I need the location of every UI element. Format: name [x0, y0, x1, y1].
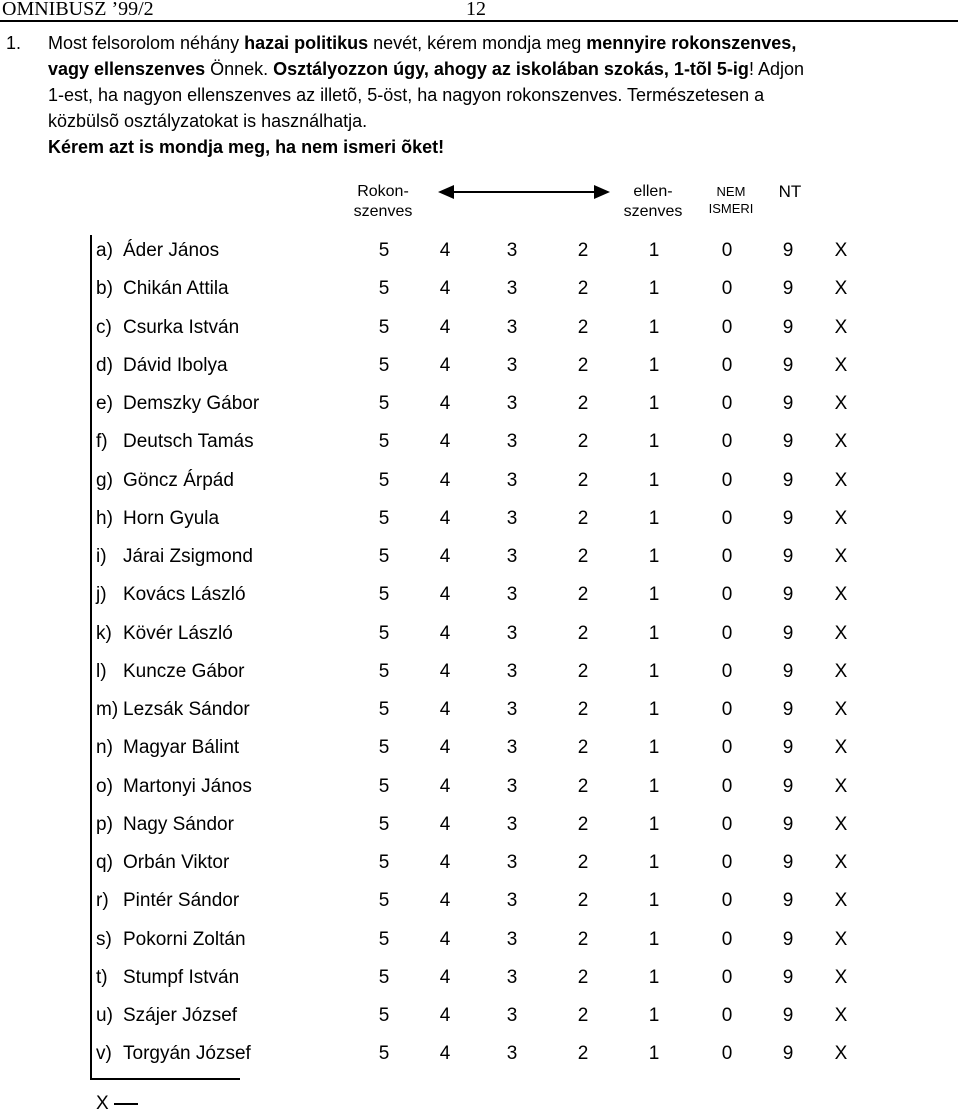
answer-code-5[interactable]: 5 [378, 431, 390, 453]
answer-code-5[interactable]: 5 [378, 469, 390, 491]
answer-code-2[interactable]: 2 [577, 1005, 589, 1026]
answer-code-3[interactable]: 3 [506, 1005, 518, 1026]
answer-code-nt[interactable]: X [834, 890, 848, 912]
answer-code-nt[interactable]: X [834, 584, 848, 606]
politician-name: Magyar Bálint [123, 737, 240, 759]
answer-code-1[interactable]: 1 [648, 699, 660, 720]
question-line-1: Most felsorolom néhány hazai politikus nevét, kérem mondja meg mennyire rokonszenves, [48, 33, 797, 53]
answer-code-4[interactable]: 4 [439, 469, 451, 491]
answer-code-3[interactable]: 3 [506, 431, 518, 453]
answer-code-5[interactable]: 5 [378, 660, 390, 682]
answer-code-4[interactable]: 4 [439, 393, 451, 414]
answer-code-2[interactable]: 2 [577, 507, 589, 529]
answer-code-nt[interactable]: X [834, 813, 848, 835]
answer-code-nem-ismeri[interactable]: 9 [782, 1005, 794, 1026]
row-letter: b) [96, 278, 113, 300]
answer-code-1[interactable]: 1 [648, 354, 660, 376]
answer-code-1[interactable]: 1 [648, 622, 660, 644]
answer-code-1[interactable]: 1 [648, 852, 660, 873]
answer-code-0[interactable]: 0 [721, 546, 733, 567]
answer-code-nem-ismeri[interactable]: 9 [782, 393, 794, 414]
answer-code-4[interactable]: 4 [439, 431, 451, 453]
answer-code-4[interactable]: 4 [439, 737, 451, 759]
politician-row [96, 584, 956, 614]
answer-code-3[interactable]: 3 [506, 316, 518, 338]
row-letter: j) [96, 584, 107, 606]
answer-code-0[interactable]: 0 [721, 354, 733, 376]
answer-code-nem-ismeri[interactable]: 9 [782, 966, 794, 988]
answer-code-0[interactable]: 0 [721, 622, 733, 644]
politician-row [96, 967, 956, 997]
answer-code-nt[interactable]: X [834, 660, 848, 682]
answer-code-3[interactable]: 3 [506, 546, 518, 567]
document-title: OMNIBUSZ ’99/2 [2, 0, 154, 20]
answer-code-nt[interactable]: X [834, 737, 848, 759]
answer-code-2[interactable]: 2 [577, 278, 589, 300]
question-text [48, 30, 953, 160]
politician-row [96, 393, 956, 423]
answer-code-0[interactable]: 0 [721, 469, 733, 491]
row-letter: q) [96, 852, 113, 873]
answer-code-0[interactable]: 0 [721, 775, 733, 797]
answer-code-0[interactable]: 0 [721, 584, 733, 606]
answer-code-1[interactable]: 1 [648, 928, 660, 950]
answer-code-1[interactable]: 1 [648, 507, 660, 529]
row-letter: r) [96, 890, 109, 912]
answer-code-3[interactable]: 3 [506, 852, 518, 873]
politician-name: Kovács László [123, 584, 246, 606]
answer-code-nem-ismeri[interactable]: 9 [782, 660, 794, 682]
answer-code-nem-ismeri[interactable]: 9 [782, 622, 794, 644]
answer-code-1[interactable]: 1 [648, 966, 660, 988]
row-letter: n) [96, 737, 113, 759]
answer-code-1[interactable]: 1 [648, 546, 660, 567]
answer-code-5[interactable]: 5 [378, 1005, 390, 1026]
answer-code-3[interactable]: 3 [506, 660, 518, 682]
answer-code-3[interactable]: 3 [506, 584, 518, 606]
answer-code-2[interactable]: 2 [577, 699, 589, 720]
politician-name: Áder János [123, 240, 220, 261]
row-letter: f) [96, 431, 108, 453]
answer-code-1[interactable]: 1 [648, 660, 660, 682]
question-number: 1. [6, 33, 22, 53]
answer-code-0[interactable]: 0 [721, 507, 733, 529]
answer-code-3[interactable]: 3 [506, 813, 518, 835]
scale-label-rokonszenves: Rokon- szenves [353, 183, 413, 220]
answer-code-5[interactable]: 5 [378, 928, 390, 950]
answer-code-nt[interactable]: X [834, 928, 848, 950]
answer-code-nt[interactable]: X [834, 1043, 848, 1065]
answer-code-3[interactable]: 3 [506, 699, 518, 720]
answer-code-5[interactable]: 5 [378, 546, 390, 567]
row-letter: p) [96, 813, 113, 835]
answer-code-0[interactable]: 0 [721, 852, 733, 873]
answer-code-5[interactable]: 5 [378, 393, 390, 414]
answer-code-0[interactable]: 0 [721, 890, 733, 912]
answer-code-5[interactable]: 5 [378, 966, 390, 988]
politician-name: Deutsch Tamás [123, 431, 254, 453]
answer-code-5[interactable]: 5 [378, 775, 390, 797]
answer-code-nt[interactable]: X [834, 775, 848, 797]
answer-code-0[interactable]: 0 [721, 1043, 733, 1065]
answer-code-2[interactable]: 2 [577, 852, 589, 873]
answer-code-3[interactable]: 3 [506, 966, 518, 988]
answer-code-nem-ismeri[interactable]: 9 [782, 354, 794, 376]
answer-code-3[interactable]: 3 [506, 1043, 518, 1065]
row-letter: g) [96, 469, 113, 491]
politician-name: Pokorni Zoltán [123, 928, 246, 950]
answer-code-5[interactable]: 5 [378, 507, 390, 529]
row-letter: o) [96, 775, 113, 797]
politician-row [96, 355, 956, 385]
answer-code-nem-ismeri[interactable]: 9 [782, 469, 794, 491]
header-rule [0, 20, 958, 22]
answer-code-2[interactable]: 2 [577, 622, 589, 644]
answer-code-1[interactable]: 1 [648, 890, 660, 912]
answer-code-2[interactable]: 2 [577, 354, 589, 376]
answer-code-0[interactable]: 0 [721, 240, 733, 261]
politician-name: Kövér László [123, 622, 233, 644]
answer-code-0[interactable]: 0 [721, 278, 733, 300]
row-letter: u) [96, 1005, 113, 1026]
answer-code-3[interactable]: 3 [506, 278, 518, 300]
answer-code-5[interactable]: 5 [378, 278, 390, 300]
answer-code-4[interactable]: 4 [439, 1005, 451, 1026]
answer-code-5[interactable]: 5 [378, 737, 390, 759]
answer-code-nem-ismeri[interactable]: 9 [782, 1043, 794, 1065]
answer-code-1[interactable]: 1 [648, 278, 660, 300]
answer-code-nem-ismeri[interactable]: 9 [782, 699, 794, 720]
answer-code-2[interactable]: 2 [577, 393, 589, 414]
answer-code-2[interactable]: 2 [577, 890, 589, 912]
answer-code-5[interactable]: 5 [378, 240, 390, 261]
answer-code-1[interactable]: 1 [648, 737, 660, 759]
answer-code-2[interactable]: 2 [577, 546, 589, 567]
answer-code-2[interactable]: 2 [577, 469, 589, 491]
answer-code-0[interactable]: 0 [721, 699, 733, 720]
answer-code-4[interactable]: 4 [439, 622, 451, 644]
answer-code-nem-ismeri[interactable]: 9 [782, 240, 794, 261]
answer-code-2[interactable]: 2 [577, 660, 589, 682]
answer-code-5[interactable]: 5 [378, 1043, 390, 1065]
answer-code-0[interactable]: 0 [721, 737, 733, 759]
row-letter: l) [96, 660, 107, 682]
politician-name: Chikán Attila [123, 278, 229, 300]
answer-code-4[interactable]: 4 [439, 852, 451, 873]
row-letter: v) [96, 1043, 112, 1065]
row-letter: i) [96, 546, 107, 567]
row-letter: t) [96, 966, 108, 988]
answer-code-3[interactable]: 3 [506, 393, 518, 414]
politician-name: Göncz Árpád [123, 469, 234, 491]
answer-code-nt[interactable]: X [834, 393, 848, 414]
answer-code-1[interactable]: 1 [648, 813, 660, 835]
politician-name: Pintér Sándor [123, 890, 240, 912]
answer-code-0[interactable]: 0 [721, 813, 733, 835]
answer-code-1[interactable]: 1 [648, 393, 660, 414]
politician-row [96, 508, 956, 538]
answer-code-3[interactable]: 3 [506, 240, 518, 261]
answer-code-nem-ismeri[interactable]: 9 [782, 278, 794, 300]
question-line-2: vagy ellenszenves Önnek. Osztályozzon úgy, ahogy az iskolában szokás, 1-tõl 5-ig! Adjon [48, 59, 804, 79]
question-line-3: 1-est, ha nagyon ellenszenves az illetõ, 5-öst, ha nagyon rokonszenves. Természetesen a [48, 85, 765, 105]
politician-row [96, 737, 956, 767]
answer-code-1[interactable]: 1 [648, 316, 660, 338]
politician-row [96, 699, 956, 729]
answer-code-3[interactable]: 3 [506, 469, 518, 491]
answer-code-5[interactable]: 5 [378, 584, 390, 606]
politician-name: Járai Zsigmond [123, 546, 253, 567]
politician-name: Martonyi János [123, 775, 252, 797]
double-arrow-icon [438, 183, 610, 201]
answer-code-nt[interactable]: X [834, 546, 848, 567]
row-letter: c) [96, 316, 112, 338]
question-line-4: közbülsõ osztályzatokat is használhatja. [48, 111, 368, 131]
table-frame-bottom [90, 1078, 240, 1080]
answer-code-4[interactable]: 4 [439, 890, 451, 912]
answer-code-1[interactable]: 1 [648, 1005, 660, 1026]
answer-code-nem-ismeri[interactable]: 9 [782, 813, 794, 835]
answer-code-nem-ismeri[interactable]: 9 [782, 737, 794, 759]
answer-code-1[interactable]: 1 [648, 240, 660, 261]
answer-code-4[interactable]: 4 [439, 546, 451, 567]
answer-code-3[interactable]: 3 [506, 354, 518, 376]
row-letter: a) [96, 240, 113, 261]
answer-code-1[interactable]: 1 [648, 584, 660, 606]
answer-code-nt[interactable]: X [834, 852, 848, 873]
answer-code-0[interactable]: 0 [721, 393, 733, 414]
answer-code-4[interactable]: 4 [439, 660, 451, 682]
politician-row [96, 278, 956, 308]
politician-name: Demszky Gábor [123, 393, 260, 414]
row-letter: h) [96, 507, 113, 529]
answer-code-1[interactable]: 1 [648, 1043, 660, 1065]
politician-name: Torgyán József [123, 1043, 251, 1065]
answer-code-2[interactable]: 2 [577, 584, 589, 606]
row-letter: d) [96, 354, 113, 376]
answer-code-nem-ismeri[interactable]: 9 [782, 431, 794, 453]
answer-code-2[interactable]: 2 [577, 1043, 589, 1065]
politician-row [96, 623, 956, 653]
table-frame-left [90, 235, 92, 1080]
politician-name: Csurka István [123, 316, 240, 338]
footer-mark: X [96, 1093, 109, 1114]
answer-code-5[interactable]: 5 [378, 699, 390, 720]
answer-code-nem-ismeri[interactable]: 9 [782, 507, 794, 529]
row-letter: e) [96, 393, 113, 414]
answer-code-4[interactable]: 4 [439, 813, 451, 835]
answer-code-2[interactable]: 2 [577, 316, 589, 338]
answer-code-0[interactable]: 0 [721, 928, 733, 950]
politician-row [96, 852, 956, 882]
answer-code-1[interactable]: 1 [648, 775, 660, 797]
column-header-nt: NT [778, 182, 802, 201]
answer-code-2[interactable]: 2 [577, 928, 589, 950]
politician-name: Kuncze Gábor [123, 660, 245, 682]
politician-row [96, 814, 956, 844]
politician-row [96, 1005, 956, 1035]
column-header-nem-ismeri: NEM ISMERI [708, 184, 754, 216]
answer-code-3[interactable]: 3 [506, 890, 518, 912]
answer-code-nt[interactable]: X [834, 699, 848, 720]
politician-row [96, 1043, 956, 1073]
politician-name: Horn Gyula [123, 507, 220, 529]
answer-code-nt[interactable]: X [834, 278, 848, 300]
answer-code-2[interactable]: 2 [577, 775, 589, 797]
answer-code-4[interactable]: 4 [439, 1043, 451, 1065]
answer-code-0[interactable]: 0 [721, 966, 733, 988]
answer-code-4[interactable]: 4 [439, 699, 451, 720]
politician-row [96, 929, 956, 959]
politician-row [96, 317, 956, 347]
answer-code-nt[interactable]: X [834, 966, 848, 988]
answer-code-3[interactable]: 3 [506, 928, 518, 950]
answer-code-5[interactable]: 5 [378, 813, 390, 835]
answer-code-2[interactable]: 2 [577, 813, 589, 835]
answer-code-0[interactable]: 0 [721, 431, 733, 453]
answer-code-4[interactable]: 4 [439, 354, 451, 376]
answer-code-nt[interactable]: X [834, 1005, 848, 1026]
answer-code-4[interactable]: 4 [439, 278, 451, 300]
politician-row [96, 890, 956, 920]
answer-code-0[interactable]: 0 [721, 316, 733, 338]
answer-code-3[interactable]: 3 [506, 507, 518, 529]
politician-name: Szájer József [123, 1005, 238, 1026]
answer-code-nem-ismeri[interactable]: 9 [782, 890, 794, 912]
answer-code-4[interactable]: 4 [439, 775, 451, 797]
row-letter: m) [96, 699, 119, 720]
answer-code-nt[interactable]: X [834, 240, 848, 261]
answer-code-0[interactable]: 0 [721, 660, 733, 682]
answer-code-4[interactable]: 4 [439, 240, 451, 261]
answer-code-3[interactable]: 3 [506, 737, 518, 759]
answer-code-nt[interactable]: X [834, 431, 848, 453]
row-letter: k) [96, 622, 112, 644]
politician-row [96, 776, 956, 806]
answer-code-3[interactable]: 3 [506, 622, 518, 644]
answer-code-4[interactable]: 4 [439, 966, 451, 988]
footer-line [114, 1103, 138, 1105]
answer-code-5[interactable]: 5 [378, 316, 390, 338]
page-number: 12 [466, 0, 486, 20]
answer-code-4[interactable]: 4 [439, 316, 451, 338]
answer-code-0[interactable]: 0 [721, 1005, 733, 1026]
answer-code-2[interactable]: 2 [577, 737, 589, 759]
answer-code-2[interactable]: 2 [577, 966, 589, 988]
answer-code-nt[interactable]: X [834, 354, 848, 376]
answer-code-nt[interactable]: X [834, 469, 848, 491]
answer-code-nem-ismeri[interactable]: 9 [782, 852, 794, 873]
answer-code-nem-ismeri[interactable]: 9 [782, 316, 794, 338]
politician-name: Orbán Viktor [123, 852, 230, 873]
row-letter: s) [96, 928, 112, 950]
answer-code-nem-ismeri[interactable]: 9 [782, 928, 794, 950]
answer-code-5[interactable]: 5 [378, 622, 390, 644]
answer-code-nem-ismeri[interactable]: 9 [782, 584, 794, 606]
politician-name: Stumpf István [123, 966, 240, 988]
politician-row [96, 470, 956, 500]
politician-row [96, 661, 956, 691]
politician-row [96, 546, 956, 576]
answer-code-2[interactable]: 2 [577, 240, 589, 261]
politician-name: Nagy Sándor [123, 813, 234, 835]
answer-code-nem-ismeri[interactable]: 9 [782, 546, 794, 567]
answer-code-nt[interactable]: X [834, 622, 848, 644]
answer-code-4[interactable]: 4 [439, 507, 451, 529]
answer-code-4[interactable]: 4 [439, 584, 451, 606]
answer-code-5[interactable]: 5 [378, 852, 390, 873]
scale-label-ellenszenves: ellen- szenves [623, 183, 683, 220]
politician-name: Lezsák Sándor [123, 699, 250, 720]
politician-row [96, 240, 956, 270]
politician-name: Dávid Ibolya [123, 354, 228, 376]
politician-row [96, 431, 956, 461]
answer-code-1[interactable]: 1 [648, 469, 660, 491]
answer-code-3[interactable]: 3 [506, 775, 518, 797]
answer-code-2[interactable]: 2 [577, 431, 589, 453]
answer-code-5[interactable]: 5 [378, 890, 390, 912]
answer-code-4[interactable]: 4 [439, 928, 451, 950]
answer-code-1[interactable]: 1 [648, 431, 660, 453]
answer-code-nt[interactable]: X [834, 507, 848, 529]
question-instruction: Kérem azt is mondja meg, ha nem ismeri õket! [48, 137, 445, 157]
answer-code-nem-ismeri[interactable]: 9 [782, 775, 794, 797]
answer-code-5[interactable]: 5 [378, 354, 390, 376]
answer-code-nt[interactable]: X [834, 316, 848, 338]
